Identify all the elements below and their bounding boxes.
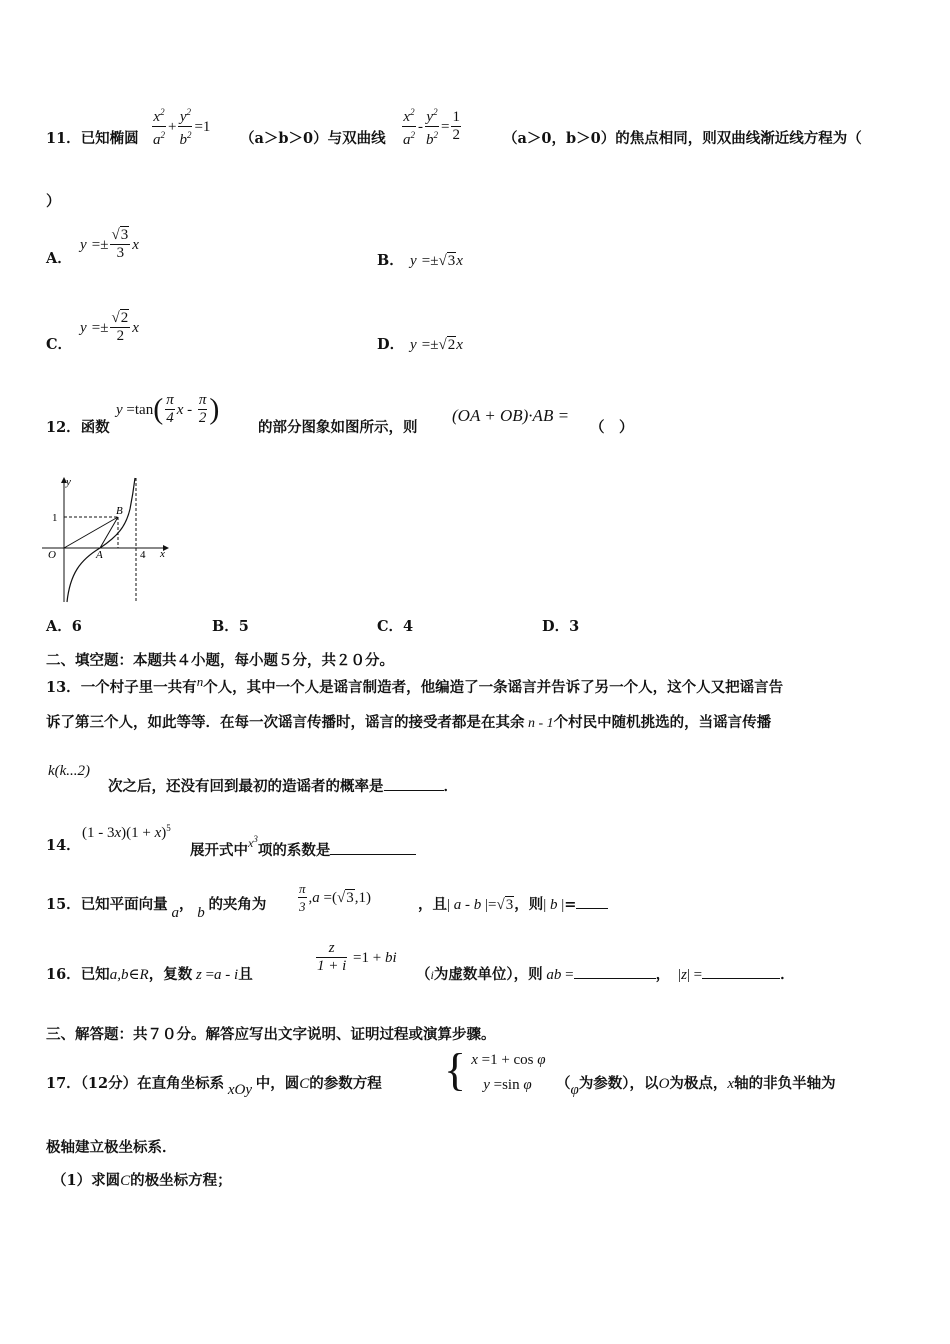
q11-ellipse-equation: $\frac{x^2}{a^2}$ + $\frac{y^2}{b^2}$ =1	[150, 104, 210, 149]
q11-option-c-expr: y =± $\frac{√2}{2}$ x	[80, 310, 139, 344]
q17-line1: 17．（12分）在直角坐标系 xOy 中，圆C的参数方程	[46, 1075, 382, 1098]
q11-hyperbola-equation: $\frac{x^2}{a^2}$ - $\frac{y^2}{b^2}$ = $\frac{1}{2}$	[400, 104, 463, 149]
q12-paren: （ ）	[590, 419, 634, 436]
q16-answer-blank-1[interactable]	[574, 966, 656, 979]
q12-expr: (OA + OB)·AB =	[452, 406, 570, 425]
q17-line1-rest: （φ为参数），以O为极点，x轴的非负半轴为	[556, 1075, 836, 1098]
q15-angle-and-vector: $\frac{\pi}{3}$ ,a =(√3,1)	[299, 881, 371, 914]
q13-line3: 次之后，还没有回到最初的造谣者的概率是 ．	[108, 778, 458, 795]
q17-parametric-system: { x =1 + cos φ y =sin φ	[444, 1044, 546, 1095]
q14-answer-blank[interactable]	[330, 842, 416, 855]
q15-line: 15．已知平面向量 a， b 的夹角为	[46, 896, 267, 921]
q17-part1: （1）求圆C的极坐标方程；	[52, 1172, 232, 1189]
section-2-heading: 二、填空题：本题共４小题，每小题５分，共２０分。	[46, 652, 394, 669]
graph-tick-1: 1	[52, 512, 58, 524]
segment-ob	[64, 517, 118, 548]
q16-answer-blank-2[interactable]	[702, 966, 780, 979]
q13-line1: 13．一个村子里一共有n个人，其中一个人是谣言制造者，他编造了一条谣言并告诉了另一个人，这个人又把谣言告	[46, 674, 784, 696]
q13-line2: 诉了第三个人，如此等等．在每一次谣言传播时，谣言的接受者都是在其余 n - 1个村民中随机挑选的，当谣言传播	[46, 714, 772, 731]
q14-text: 展开式中$^{x^3}$项的系数是	[190, 834, 416, 860]
section-3-heading: 三、解答题：共７０分。解答应写出文字说明、证明过程或演算步骤。	[46, 1026, 496, 1043]
q12-option-c: C．4	[377, 618, 414, 635]
q12-option-d: D．3	[542, 618, 580, 635]
q13-answer-blank[interactable]	[384, 778, 444, 791]
graph-y-label: y	[66, 476, 71, 488]
graph-x-label: x	[160, 548, 165, 560]
q11-cond-a: （a＞b＞0）与双曲线	[240, 130, 386, 147]
q12-function: y =tan( $\frac{\pi}{4}$ x - $\frac{\pi}{2}$ )	[116, 392, 220, 426]
q11-number: 11．	[46, 130, 81, 147]
q12-option-b: B．5	[212, 618, 249, 635]
q12-option-a: A．6	[46, 618, 82, 635]
q11-close-paren: ）	[46, 193, 61, 210]
graph-origin: O	[48, 549, 56, 561]
q17-line2: 极轴建立极坐标系．	[46, 1139, 177, 1156]
q11-option-d-label: D．	[377, 336, 405, 353]
q14-expr: $(1 - 3x)(1 + x)^5$	[82, 823, 171, 841]
q12-text-b: 的部分图象如图所示，则	[258, 419, 418, 436]
graph-point-a: A	[96, 549, 103, 561]
q11-option-b-expr: y =±√3x	[410, 253, 463, 269]
graph-point-b: B	[116, 505, 123, 517]
q13-k-expr: k(k...2)	[48, 763, 91, 779]
q16-line: 16．已知a,b∈R，复数 z =a - i且	[46, 966, 253, 983]
q16-rest: （i为虚数单位），则 ab = ， |z| = ．	[416, 966, 795, 983]
graph-tick-4: 4	[140, 549, 146, 561]
q11-option-a-label: A．	[46, 250, 72, 267]
q15-answer-blank[interactable]	[576, 896, 608, 909]
q11-cond-b: （a＞0，b＞0）的焦点相同，则双曲线渐近线方程为（	[503, 130, 862, 147]
q15-rest: ，且| a - b |=√3，则| b |=	[418, 893, 608, 914]
q11-option-c-label: C．	[46, 336, 73, 353]
q14-number: 14．	[46, 837, 81, 854]
q12-line1: 12．函数	[46, 419, 110, 436]
q11-option-a-expr: y =± $\frac{√3}{3}$ x	[80, 227, 139, 261]
q11-option-d-expr: y =±√2x	[410, 337, 463, 353]
q11-line1	[46, 127, 139, 148]
q11-text-a: 已知椭圆	[80, 130, 139, 147]
q16-equation: $\frac{z}{1 + i}$ =1 + bi	[317, 940, 397, 974]
q12-graph	[40, 474, 180, 606]
q11-option-b-label: B．	[377, 252, 404, 269]
